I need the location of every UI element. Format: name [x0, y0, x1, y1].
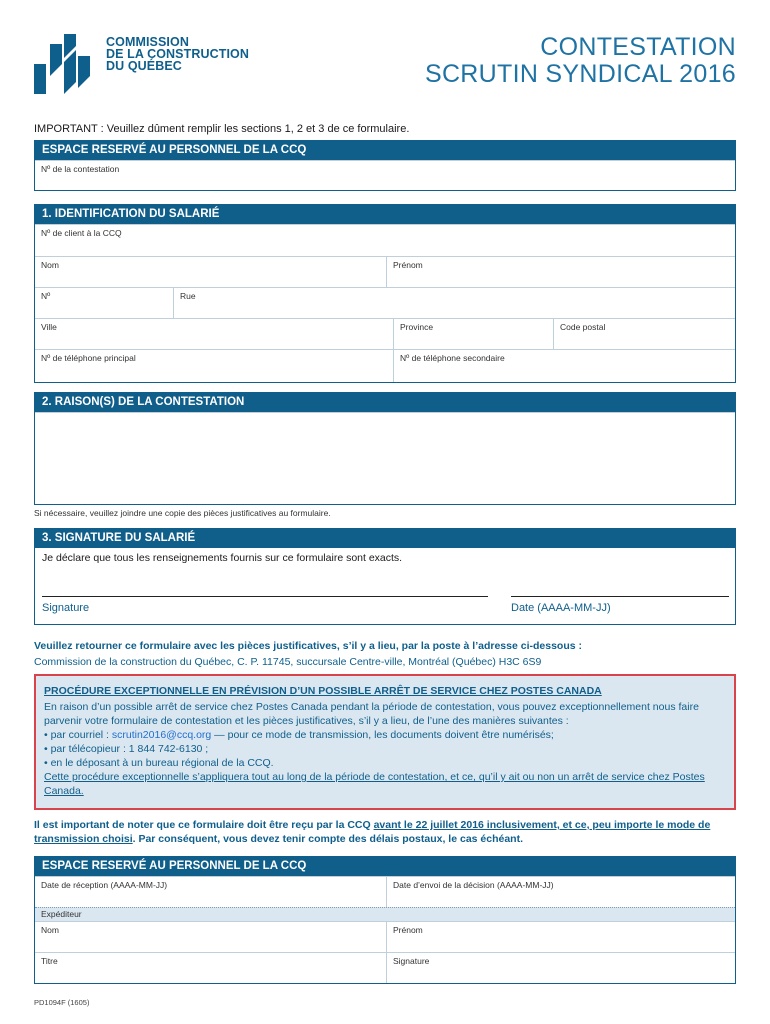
form-code: PD1094F (1605): [34, 998, 90, 1007]
sender-label: Expéditeur: [41, 909, 82, 919]
important-note: IMPORTANT : Veuillez dûment remplir les sections 1, 2 et 3 de ce formulaire.: [34, 123, 410, 135]
signature-section: [34, 528, 736, 625]
secondary-phone-field[interactable]: Nº de téléphone secondaire: [393, 350, 735, 382]
notice-part-3: . Par conséquent, vous devez tenir compte des délais postaux, le cas échéant.: [132, 833, 524, 845]
reception-date-field[interactable]: Date de réception (AAAA-MM-JJ): [41, 880, 168, 890]
first-name-field[interactable]: Prénom: [386, 257, 735, 287]
reasons-section: [34, 392, 736, 505]
exceptional-procedure-box: [34, 674, 736, 810]
org-line-3: DU QUÉBEC: [106, 59, 182, 73]
procedure-heading: PROCÉDURE EXCEPTIONNELLE EN PRÉVISION D’UN POSSIBLE ARRÊT DE SERVICE CHEZ POSTES CANADA: [44, 685, 602, 697]
civic-number-field[interactable]: Nº: [41, 291, 51, 301]
sender-title-field[interactable]: Titre: [41, 956, 58, 966]
primary-phone-field[interactable]: Nº de téléphone principal: [41, 353, 136, 363]
city-field[interactable]: Ville: [41, 322, 57, 332]
email-prefix: • par courriel :: [44, 729, 112, 741]
reasons-textarea[interactable]: [35, 413, 735, 504]
notice-part-1: Il est important de noter que ce formulaire doit être reçu par la CCQ: [34, 819, 374, 831]
org-line-2: DE LA CONSTRUCTION: [106, 47, 249, 61]
date-line[interactable]: [511, 596, 729, 597]
declaration-text: Je déclare que tous les renseignements fournis sur ce formulaire sont exacts.: [42, 552, 403, 564]
section-heading: 3. SIGNATURE DU SALARIÉ: [35, 529, 735, 548]
return-instructions: [34, 638, 736, 670]
contestation-number-field[interactable]: Nº de la contestation: [41, 164, 120, 174]
section-heading: ESPACE RESERVÉ AU PERSONNEL DE LA CCQ: [35, 857, 735, 876]
email-link[interactable]: scrutin2016@ccq.org: [111, 729, 212, 741]
staff-reserved-bottom-section: [34, 856, 736, 984]
notice-deadline: avant le 22 juillet 2016 inclusivement, et ce, peu importe le mode de transmission choisi: [34, 819, 711, 845]
procedure-email-item: [44, 728, 726, 742]
title-line-1: CONTESTATION: [540, 33, 736, 61]
staff-reserved-top-section: [34, 140, 736, 191]
attachments-note: Si nécessaire, veuillez joindre une copie des pièces justificatives au formulaire.: [34, 508, 331, 518]
sender-first-name-field[interactable]: Prénom: [386, 922, 735, 952]
document-title: [425, 34, 736, 88]
postal-code-field[interactable]: Code postal: [553, 319, 735, 349]
org-line-1: COMMISSION: [106, 35, 189, 49]
street-field[interactable]: Rue: [173, 288, 735, 318]
sender-last-name-field[interactable]: Nom: [41, 925, 59, 935]
organization-name: [106, 36, 249, 72]
section-heading: 2. RAISON(S) DE LA CONTESTATION: [35, 393, 735, 412]
date-label: Date (AAAA-MM-JJ): [511, 602, 611, 614]
procedure-intro: En raison d’un possible arrêt de service chez Postes Canada pendant la période de contestation, vous pouvez exceptionnellement nous faire parvenir votre formulaire de contestation et les pièces justificatives, s’il y a lieu, de l’une des manières suivantes :: [44, 701, 699, 727]
province-field[interactable]: Province: [393, 319, 553, 349]
signature-line[interactable]: [42, 596, 488, 597]
last-name-field[interactable]: Nom: [41, 260, 59, 270]
procedure-closing: Cette procédure exceptionnelle s’appliquera tout au long de la période de contestation, et ce, qu’il y ait ou non un arrêt de service chez Postes Canada.: [44, 771, 705, 797]
email-suffix: — pour ce mode de transmission, les documents doivent être numérisés;: [211, 729, 554, 741]
identification-section: [34, 204, 736, 383]
client-number-field[interactable]: Nº de client à la CCQ: [41, 228, 122, 238]
deadline-notice: [34, 818, 736, 846]
section-heading: 1. IDENTIFICATION DU SALARIÉ: [35, 205, 735, 224]
signature-label: Signature: [42, 602, 90, 614]
return-instruction: Veuillez retourner ce formulaire avec les pièces justificatives, s’il y a lieu, par la poste à l’adresse ci-dessous :: [34, 640, 582, 652]
decision-date-field[interactable]: Date d’envoi de la décision (AAAA-MM-JJ): [386, 877, 735, 907]
sender-signature-field[interactable]: Signature: [386, 953, 735, 983]
ccq-logo-icon: [34, 34, 94, 94]
title-line-2: SCRUTIN SYNDICAL 2016: [424, 60, 736, 88]
procedure-office-item: • en le déposant à un bureau régional de la CCQ.: [44, 757, 274, 769]
procedure-fax-item: • par télécopieur : 1 844 742-6130 ;: [44, 743, 209, 755]
mailing-address: Commission de la construction du Québec, C. P. 11745, succursale Centre-ville, Montréal (Québec) H3C 6S9: [34, 656, 542, 668]
section-heading: ESPACE RESERVÉ AU PERSONNEL DE LA CCQ: [35, 141, 735, 160]
